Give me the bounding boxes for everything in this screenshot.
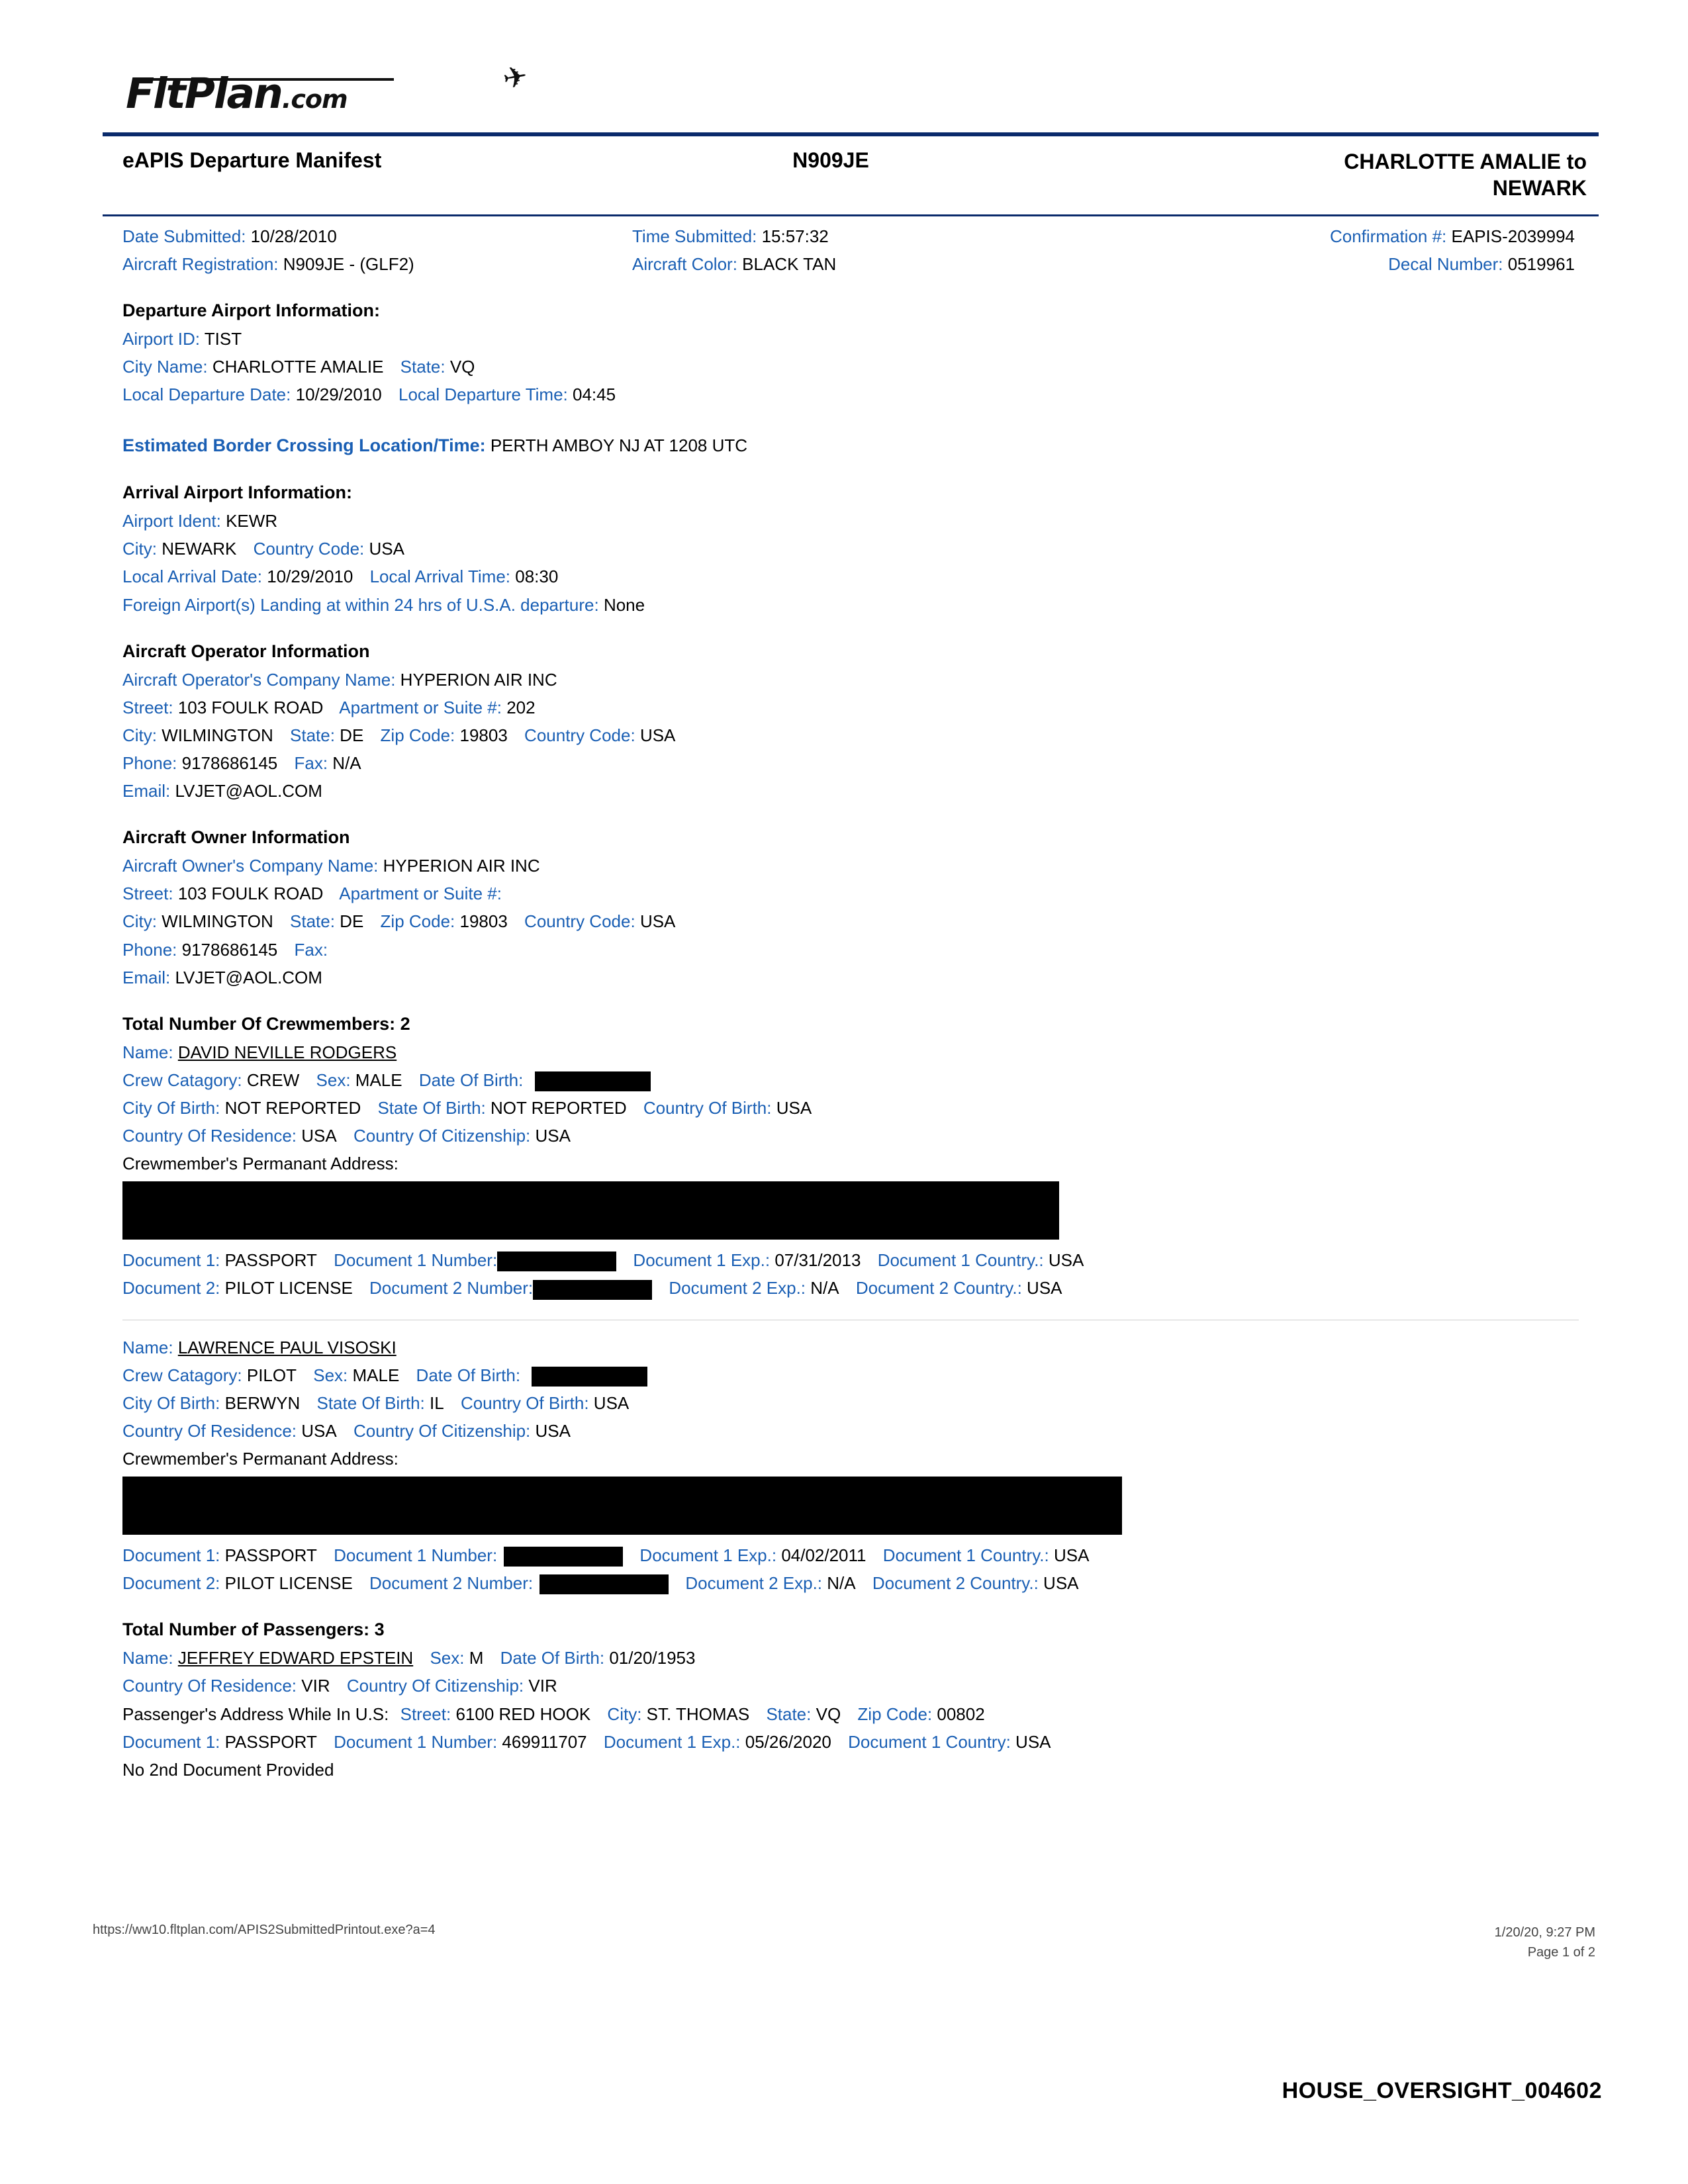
crew-category-label: Crew Catagory:	[122, 1069, 242, 1090]
owner-email-line	[122, 964, 1579, 991]
passenger-citizenship-label: Country Of Citizenship:	[346, 1676, 524, 1696]
owner-city-line	[122, 907, 1579, 935]
crew-birthplace-line	[122, 1389, 1579, 1417]
crew-doc1-country-label: Document 1 Country.:	[882, 1545, 1049, 1566]
logo-name: FltPlan	[126, 69, 282, 118]
departure-airport-id-value: TIST	[204, 329, 242, 349]
redaction-bar-doc1-number	[497, 1251, 616, 1271]
passenger-zip-label: Zip Code:	[857, 1704, 933, 1724]
crew-state-birth-value: NOT REPORTED	[491, 1098, 627, 1118]
owner-company-value: HYPERION AIR INC	[383, 856, 540, 876]
arrival-local-time-value: 08:30	[515, 567, 559, 587]
crew-name-label: Name:	[122, 1042, 173, 1062]
meta-row-2	[122, 251, 1579, 279]
arrival-local-date-label: Local Arrival Date:	[122, 567, 262, 587]
crew-sex-value: MALE	[355, 1069, 402, 1090]
crew-dob-label: Date Of Birth:	[416, 1365, 521, 1385]
arrival-city-line	[122, 535, 1579, 563]
crew-section	[103, 1014, 1599, 1598]
operator-phone-value: 9178686145	[181, 753, 278, 774]
arrival-ident-line	[122, 507, 1579, 535]
operator-country-value: USA	[639, 725, 676, 745]
crew-category-value: PILOT	[246, 1365, 297, 1385]
crew-doc2-country-value: USA	[1027, 1278, 1062, 1298]
passenger-no-second-doc-line	[122, 1756, 1579, 1784]
departure-datetime-line	[122, 381, 1579, 408]
crew-citizenship-value: USA	[535, 1420, 571, 1441]
aircraft-color-field	[632, 251, 1056, 279]
arrival-foreign-value: None	[603, 594, 645, 615]
aircraft-color-label: Aircraft Color:	[632, 253, 737, 274]
passenger-state-value: VQ	[816, 1704, 841, 1724]
crew-name-line	[122, 1334, 1579, 1361]
owner-company-line	[122, 852, 1579, 880]
operator-city-label: City:	[122, 725, 157, 745]
operator-street-label: Street:	[122, 697, 173, 717]
aircraft-color-value: BLACK TAN	[742, 253, 837, 274]
owner-fax-label: Fax:	[294, 939, 328, 960]
passenger-name-value: JEFFREY EDWARD EPSTEIN	[177, 1648, 414, 1668]
passenger-address-line	[122, 1700, 1579, 1728]
crew-doc2-country-value: USA	[1043, 1573, 1079, 1594]
crew-city-birth-value: NOT REPORTED	[224, 1098, 361, 1118]
owner-city-value: WILMINGTON	[162, 911, 273, 932]
operator-state-value: DE	[340, 725, 364, 745]
crew-doc1-exp-label: Document 1 Exp.:	[633, 1250, 771, 1271]
owner-zip-label: Zip Code:	[380, 911, 455, 932]
time-submitted-label: Time Submitted:	[632, 226, 757, 246]
crew-doc2-exp-label: Document 2 Exp.:	[685, 1573, 823, 1594]
passenger-no-second-doc: No 2nd Document Provided	[122, 1759, 334, 1780]
fltplan-logo	[126, 46, 1599, 132]
passenger-residence-line	[122, 1672, 1579, 1700]
crew-total-value: 2	[400, 1013, 410, 1034]
crew-name-value: DAVID NEVILLE RODGERS	[177, 1042, 397, 1062]
passenger-doc1-line	[122, 1728, 1579, 1756]
confirmation-field	[1056, 223, 1579, 251]
passenger-sex-value: M	[469, 1648, 484, 1668]
passenger-total-line	[122, 1619, 1579, 1640]
crew-doc1-country-label: Document 1 Country.:	[877, 1250, 1044, 1271]
crew-sex-label: Sex:	[316, 1069, 351, 1090]
crew-sex-label: Sex:	[313, 1365, 348, 1385]
decal-label: Decal Number:	[1388, 253, 1503, 274]
passenger-doc1-exp-value: 05/26/2020	[745, 1731, 831, 1752]
confirmation-value: EAPIS-2039994	[1451, 226, 1575, 246]
passenger-doc1-exp-label: Document 1 Exp.:	[603, 1731, 741, 1752]
crew-member	[122, 1038, 1579, 1302]
crew-doc1-num-label: Document 1 Number:	[334, 1250, 498, 1271]
operator-apt-label: Apartment or Suite #:	[339, 697, 502, 717]
passenger-total-label: Total Number of Passengers:	[122, 1619, 370, 1640]
route	[1036, 148, 1593, 201]
date-submitted-value: 10/28/2010	[250, 226, 337, 246]
passenger-doc1-country-value: USA	[1015, 1731, 1051, 1752]
border-crossing-section	[103, 432, 1599, 461]
crew-citizenship-value: USA	[535, 1126, 571, 1146]
submission-meta	[103, 216, 1599, 278]
passenger-doc1-num-label: Document 1 Number:	[334, 1731, 498, 1752]
arrival-local-time-label: Local Arrival Time:	[369, 567, 510, 587]
redaction-bar-doc2-number	[533, 1280, 652, 1300]
crew-address-label-line	[122, 1150, 1579, 1177]
crew-category-label: Crew Catagory:	[122, 1365, 242, 1385]
crew-doc2-value: PILOT LICENSE	[224, 1573, 353, 1594]
owner-state-value: DE	[340, 911, 364, 932]
route-to-word: to	[1566, 150, 1587, 173]
owner-company-label: Aircraft Owner's Company Name:	[122, 856, 379, 876]
operator-phone-label: Phone:	[122, 753, 177, 774]
confirmation-label: Confirmation #:	[1329, 226, 1447, 246]
crew-total-label: Total Number Of Crewmembers:	[122, 1013, 396, 1034]
arrival-city-label: City:	[122, 539, 157, 559]
owner-city-label: City:	[122, 911, 157, 932]
crew-country-birth-label: Country Of Birth:	[460, 1392, 589, 1413]
redaction-bar-doc1-number	[504, 1547, 623, 1567]
crew-residence-value: USA	[301, 1420, 337, 1441]
crew-dob-label: Date Of Birth:	[418, 1069, 524, 1090]
crew-doc1-value: PASSPORT	[224, 1545, 317, 1566]
operator-country-label: Country Code:	[524, 725, 635, 745]
passenger-dob-value: 01/20/1953	[609, 1648, 696, 1668]
arrival-foreign-line	[122, 591, 1579, 619]
owner-phone-label: Phone:	[122, 939, 177, 960]
passenger-doc1-value: PASSPORT	[224, 1731, 317, 1752]
owner-street-line	[122, 880, 1579, 907]
crew-birthplace-line	[122, 1094, 1579, 1122]
logo-com: .com	[281, 85, 348, 114]
passenger-zip-value: 00802	[937, 1704, 985, 1724]
bates-stamp: HOUSE_OVERSIGHT_004602	[1282, 2078, 1602, 2103]
footer-printed: 1/20/20, 9:27 PM	[1494, 1925, 1595, 1940]
operator-street-value: 103 FOULK ROAD	[177, 697, 324, 717]
meta-row-1	[122, 223, 1579, 251]
crew-total-line	[122, 1014, 1579, 1034]
crew-doc1-value: PASSPORT	[224, 1250, 317, 1271]
passenger-street-label: Street:	[400, 1704, 451, 1724]
crew-doc2-country-label: Document 2 Country.:	[872, 1573, 1039, 1594]
crew-doc1-label: Document 1:	[122, 1545, 220, 1566]
crew-doc1-exp-value: 07/31/2013	[774, 1250, 861, 1271]
departure-airport-section	[103, 300, 1599, 408]
page-title: eAPIS Departure Manifest	[122, 148, 382, 172]
time-submitted-value: 15:57:32	[761, 226, 829, 246]
departure-airport-id-line	[122, 325, 1579, 353]
redaction-bar-doc2-number	[539, 1574, 669, 1594]
departure-airport-id-label: Airport ID:	[122, 329, 201, 349]
crew-doc1-label: Document 1:	[122, 1250, 220, 1271]
manifest-document	[103, 46, 1599, 1784]
crew-residence-label: Country Of Residence:	[122, 1420, 297, 1441]
departure-state-value: VQ	[449, 357, 475, 377]
arrival-datetime-line	[122, 563, 1579, 590]
operator-state-label: State:	[290, 725, 335, 745]
crew-city-birth-value: BERWYN	[224, 1392, 301, 1413]
crew-doc2-exp-value: N/A	[810, 1278, 839, 1298]
owner-zip-value: 19803	[459, 911, 508, 932]
departure-city-value: CHARLOTTE AMALIE	[212, 357, 384, 377]
passenger-city-value: ST. THOMAS	[646, 1704, 750, 1724]
arrival-country-value: USA	[369, 539, 404, 559]
crew-city-birth-label: City Of Birth:	[122, 1392, 220, 1413]
time-submitted-field	[632, 223, 1056, 251]
redaction-block-address	[122, 1181, 1059, 1240]
crew-citizenship-label: Country Of Citizenship:	[353, 1126, 531, 1146]
crew-member	[122, 1334, 1579, 1598]
border-crossing-value: PERTH AMBOY NJ AT 1208 UTC	[490, 435, 748, 455]
departure-local-time-label: Local Departure Time:	[398, 385, 568, 405]
crew-doc2-value: PILOT LICENSE	[224, 1278, 353, 1298]
footer-url: https://ww10.fltplan.com/APIS2SubmittedPrintout.exe?a=4	[93, 1923, 436, 1937]
footer-page: Page 1 of 2	[1527, 1945, 1595, 1960]
crew-name-value: LAWRENCE PAUL VISOSKI	[177, 1337, 397, 1357]
crew-doc1-num-label: Document 1 Number:	[334, 1545, 498, 1566]
passenger-doc1-country-label: Document 1 Country:	[848, 1731, 1011, 1752]
redaction-bar-dob	[532, 1367, 647, 1387]
crew-address-label: Crewmember's Permanant Address:	[122, 1448, 399, 1469]
crew-doc1-line	[122, 1246, 1579, 1274]
owner-state-label: State:	[290, 911, 335, 932]
passenger-city-label: City:	[607, 1704, 642, 1724]
owner-email-label: Email:	[122, 967, 171, 987]
operator-zip-value: 19803	[459, 725, 508, 745]
tail-number: N909JE	[792, 148, 869, 172]
operator-company-line	[122, 666, 1579, 694]
operator-apt-value: 202	[506, 697, 536, 717]
passenger-name-line	[122, 1644, 1579, 1672]
crew-category-line	[122, 1066, 1579, 1094]
aircraft-operator-title: Aircraft Operator Information	[122, 641, 370, 661]
crew-address-label: Crewmember's Permanant Address:	[122, 1154, 399, 1174]
redaction-bar-dob	[535, 1071, 651, 1091]
crew-doc1-exp-label: Document 1 Exp.:	[639, 1545, 777, 1566]
operator-city-value: WILMINGTON	[162, 725, 273, 745]
departure-local-date-label: Local Departure Date:	[122, 385, 291, 405]
footer-meta	[1495, 1923, 1595, 1962]
aircraft-owner-title: Aircraft Owner Information	[122, 827, 350, 848]
crew-doc1-line	[122, 1541, 1579, 1569]
aircraft-registration-field	[122, 251, 632, 279]
page-footer	[93, 1923, 1595, 1962]
passenger-name-label: Name:	[122, 1648, 173, 1668]
owner-phone-value: 9178686145	[181, 939, 278, 960]
airplane-icon: ✈	[500, 60, 530, 96]
passenger-residence-label: Country Of Residence:	[122, 1676, 297, 1696]
operator-city-line	[122, 721, 1579, 749]
crew-citizenship-label: Country Of Citizenship:	[353, 1420, 531, 1441]
arrival-airport-section	[103, 482, 1599, 618]
passenger-dob-label: Date Of Birth:	[500, 1648, 605, 1668]
crew-country-birth-value: USA	[776, 1098, 812, 1118]
crew-doc2-country-label: Document 2 Country.:	[855, 1278, 1022, 1298]
operator-phone-line	[122, 749, 1579, 777]
operator-email-value: LVJET@AOL.COM	[175, 781, 322, 801]
route-from: CHARLOTTE AMALIE	[1344, 150, 1561, 173]
crew-doc2-exp-label: Document 2 Exp.:	[669, 1278, 806, 1298]
decal-field	[1056, 251, 1579, 279]
crew-name-label: Name:	[122, 1337, 173, 1357]
operator-fax-value: N/A	[332, 753, 361, 774]
border-crossing-line	[122, 432, 1579, 461]
arrival-local-date-value: 10/29/2010	[267, 567, 353, 587]
crew-doc2-line	[122, 1569, 1579, 1597]
crew-residence-label: Country Of Residence:	[122, 1126, 297, 1146]
arrival-country-label: Country Code:	[253, 539, 365, 559]
crew-doc2-num-label: Document 2 Number:	[369, 1278, 534, 1298]
crew-doc1-country-value: USA	[1048, 1250, 1084, 1271]
passenger-entry	[122, 1644, 1579, 1784]
passenger-address-label: Passenger's Address While In U.S:	[122, 1704, 389, 1724]
crew-doc2-label: Document 2:	[122, 1573, 220, 1594]
route-to: NEWARK	[1492, 176, 1587, 200]
crew-state-birth-label: State Of Birth:	[377, 1098, 486, 1118]
crew-residence-line	[122, 1122, 1579, 1150]
owner-street-label: Street:	[122, 884, 173, 904]
owner-country-label: Country Code:	[524, 911, 635, 932]
passenger-citizenship-value: VIR	[528, 1676, 557, 1696]
crew-residence-line	[122, 1417, 1579, 1445]
departure-state-label: State:	[400, 357, 445, 377]
passenger-doc1-num-value: 469911707	[502, 1731, 587, 1752]
crew-doc2-exp-value: N/A	[827, 1573, 856, 1594]
aircraft-owner-section	[103, 827, 1599, 991]
passenger-doc1-label: Document 1:	[122, 1731, 220, 1752]
crew-country-birth-value: USA	[593, 1392, 630, 1413]
departure-local-date-value: 10/29/2010	[295, 385, 382, 405]
operator-company-label: Aircraft Operator's Company Name:	[122, 669, 396, 690]
aircraft-operator-section	[103, 641, 1599, 805]
logo-text	[126, 69, 348, 118]
aircraft-registration-label: Aircraft Registration:	[122, 253, 279, 274]
operator-zip-label: Zip Code:	[380, 725, 455, 745]
crew-sex-value: MALE	[352, 1365, 400, 1385]
departure-local-time-value: 04:45	[573, 385, 616, 405]
arrival-foreign-label: Foreign Airport(s) Landing at within 24 hrs of U.S.A. departure:	[122, 594, 599, 615]
departure-city-label: City Name:	[122, 357, 208, 377]
crew-residence-value: USA	[301, 1126, 337, 1146]
owner-apt-label: Apartment or Suite #:	[339, 884, 502, 904]
passenger-total-value: 3	[374, 1619, 385, 1640]
owner-phone-line	[122, 936, 1579, 964]
date-submitted-label: Date Submitted:	[122, 226, 246, 246]
crew-country-birth-label: Country Of Birth:	[643, 1098, 772, 1118]
crew-doc2-line	[122, 1274, 1579, 1302]
crew-category-value: CREW	[246, 1069, 300, 1090]
passenger-sex-label: Sex:	[430, 1648, 465, 1668]
crew-address-label-line	[122, 1445, 1579, 1473]
owner-country-value: USA	[639, 911, 676, 932]
operator-company-value: HYPERION AIR INC	[400, 669, 557, 690]
owner-street-value: 103 FOULK ROAD	[177, 884, 324, 904]
crew-doc2-num-label: Document 2 Number:	[369, 1573, 534, 1594]
border-crossing-label: Estimated Border Crossing Location/Time:	[122, 435, 486, 455]
crew-doc1-country-value: USA	[1053, 1545, 1090, 1566]
passengers-section	[103, 1619, 1599, 1784]
decal-value: 0519961	[1507, 253, 1575, 274]
crew-name-line	[122, 1038, 1579, 1066]
arrival-airport-title: Arrival Airport Information:	[122, 482, 353, 503]
departure-airport-title: Departure Airport Information:	[122, 300, 381, 321]
departure-city-line	[122, 353, 1579, 381]
owner-email-value: LVJET@AOL.COM	[175, 967, 322, 987]
passenger-residence-value: VIR	[301, 1676, 330, 1696]
crew-doc1-exp-value: 04/02/2011	[781, 1545, 867, 1566]
crew-state-birth-value: IL	[430, 1392, 444, 1413]
date-submitted-field	[122, 223, 632, 251]
operator-email-label: Email:	[122, 781, 171, 801]
manifest-header	[103, 136, 1599, 210]
operator-fax-label: Fax:	[294, 753, 328, 774]
crew-doc2-label: Document 2:	[122, 1278, 220, 1298]
crew-state-birth-label: State Of Birth:	[316, 1392, 425, 1413]
passenger-street-value: 6100 RED HOOK	[455, 1704, 591, 1724]
crew-category-line	[122, 1361, 1579, 1389]
redaction-block-address	[122, 1477, 1122, 1535]
arrival-city-value: NEWARK	[162, 539, 237, 559]
passenger-state-label: State:	[766, 1704, 812, 1724]
operator-street-line	[122, 694, 1579, 721]
arrival-ident-value: KEWR	[226, 511, 278, 531]
operator-email-line	[122, 777, 1579, 805]
arrival-ident-label: Airport Ident:	[122, 511, 221, 531]
crew-city-birth-label: City Of Birth:	[122, 1098, 220, 1118]
aircraft-registration-value: N909JE - (GLF2)	[283, 253, 414, 274]
